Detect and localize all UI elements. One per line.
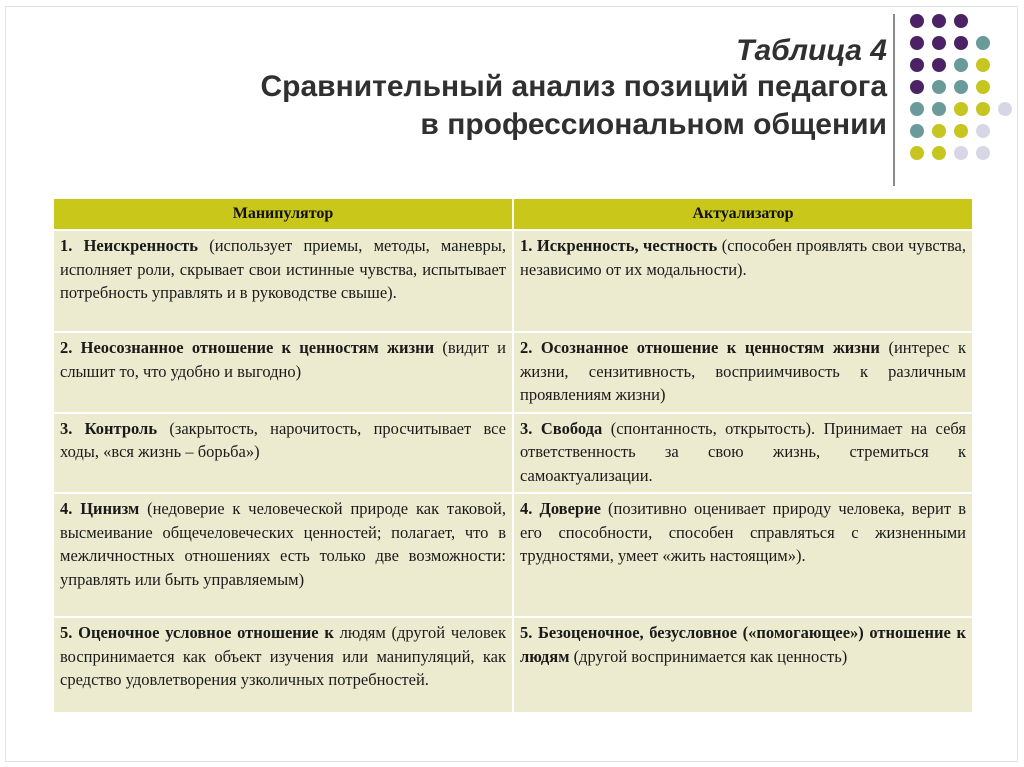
table-row xyxy=(54,333,972,412)
comparison-table xyxy=(52,197,974,714)
column-header-manipulator: Манипулятор xyxy=(54,199,512,229)
dot xyxy=(976,36,990,50)
dot xyxy=(932,80,946,94)
dot xyxy=(910,14,924,28)
decorative-dot-grid xyxy=(906,8,1016,178)
dot xyxy=(910,146,924,160)
cell-description: (способен проявлять свои чувства, независимо от их модальности). xyxy=(520,236,966,279)
dot xyxy=(998,102,1012,116)
cell-description: (интерес к жизни, сензитивность, восприимчивость к различным проявлениям жизни) xyxy=(520,338,966,404)
dot xyxy=(976,146,990,160)
cell-description: (видит и слышит то, что удобно и выгодно) xyxy=(60,338,506,381)
cell-term: 3. Свобода xyxy=(520,418,603,438)
title-main: Сравнительный анализ позиций педагога xyxy=(260,70,887,103)
table-row xyxy=(54,618,972,712)
cell-actualizer xyxy=(514,333,972,412)
cell-description: (позитивно оценивает природу человека, верит в его способности, способен справляться с жизненными трудностями, умеет «жить настоящим»). xyxy=(520,499,966,565)
table-row xyxy=(54,414,972,493)
decorative-divider xyxy=(893,14,895,186)
cell-description: (другой воспринимается как ценность) xyxy=(569,646,848,666)
dot xyxy=(954,102,968,116)
dot xyxy=(932,102,946,116)
dot xyxy=(954,14,968,28)
dot xyxy=(932,58,946,72)
cell-actualizer xyxy=(514,618,972,712)
cell-manipulator xyxy=(54,231,512,331)
dot xyxy=(976,102,990,116)
cell-description: (спонтанность, открытость). Принимает на себя ответственность за свою жизнь, стремиться к самоактуализации. xyxy=(520,418,966,485)
cell-description: людям (другой человек воспринимается как объект изучения или манипуляций, как средство удовлетворения узколичных потребностей. xyxy=(60,623,506,689)
cell-actualizer xyxy=(514,231,972,331)
dot xyxy=(976,58,990,72)
cell-term: 2. Осознанное отношение к ценностям жизни xyxy=(520,338,880,357)
dot xyxy=(954,124,968,138)
dot xyxy=(976,80,990,94)
table-row xyxy=(54,231,972,331)
cell-actualizer xyxy=(514,414,972,493)
cell-manipulator xyxy=(54,333,512,412)
cell-actualizer xyxy=(514,494,972,616)
cell-term: 4. Доверие xyxy=(520,499,601,518)
dot xyxy=(910,124,924,138)
dot xyxy=(976,124,990,138)
column-header-actualizer: Актуализатор xyxy=(514,199,972,229)
cell-description: (закрытость, нарочитость, просчитывает все ходы, «вся жизнь – борьба») xyxy=(60,418,506,461)
cell-description: (использует приемы, методы, маневры, исполняет роли, скрывает свои истинные чувства, испытывает потребность управлять и в руководстве свыше). xyxy=(60,236,506,302)
dot xyxy=(910,102,924,116)
comparison-table-wrapper xyxy=(52,197,974,714)
table-row xyxy=(54,494,972,616)
cell-term: 5. Оценочное условное отношение к xyxy=(60,623,334,642)
cell-term: 1. Искренность, честность xyxy=(520,236,718,255)
slide-title xyxy=(260,34,887,144)
cell-term: 2. Неосознанное отношение к ценностям жизни xyxy=(60,338,435,357)
cell-manipulator xyxy=(54,494,512,616)
dot xyxy=(932,14,946,28)
dot xyxy=(932,146,946,160)
header-row xyxy=(54,199,972,229)
dot xyxy=(910,36,924,50)
dot xyxy=(954,58,968,72)
cell-manipulator xyxy=(54,618,512,712)
cell-term: 5. Безоценочное, безусловное («помогающее») отношение к людям xyxy=(520,623,966,666)
dot xyxy=(910,80,924,94)
cell-term: 3. Контроль xyxy=(60,418,158,438)
dot xyxy=(954,146,968,160)
dot xyxy=(932,36,946,50)
table-number: Таблица 4 xyxy=(736,34,887,67)
dot xyxy=(954,36,968,50)
cell-manipulator xyxy=(54,414,512,493)
dot xyxy=(910,58,924,72)
cell-term: 1. Неискренность xyxy=(60,236,199,255)
cell-description: (недоверие к человеческой природе как таковой, высмеивание общечеловеческих ценностей; полагает, что в межличностных отношениях есть только две возможности: управлять или быть управляемым) xyxy=(60,499,506,589)
title-sub: в профессиональном общении xyxy=(420,108,887,141)
dot xyxy=(932,124,946,138)
dot xyxy=(954,80,968,94)
cell-term: 4. Цинизм xyxy=(60,499,140,518)
